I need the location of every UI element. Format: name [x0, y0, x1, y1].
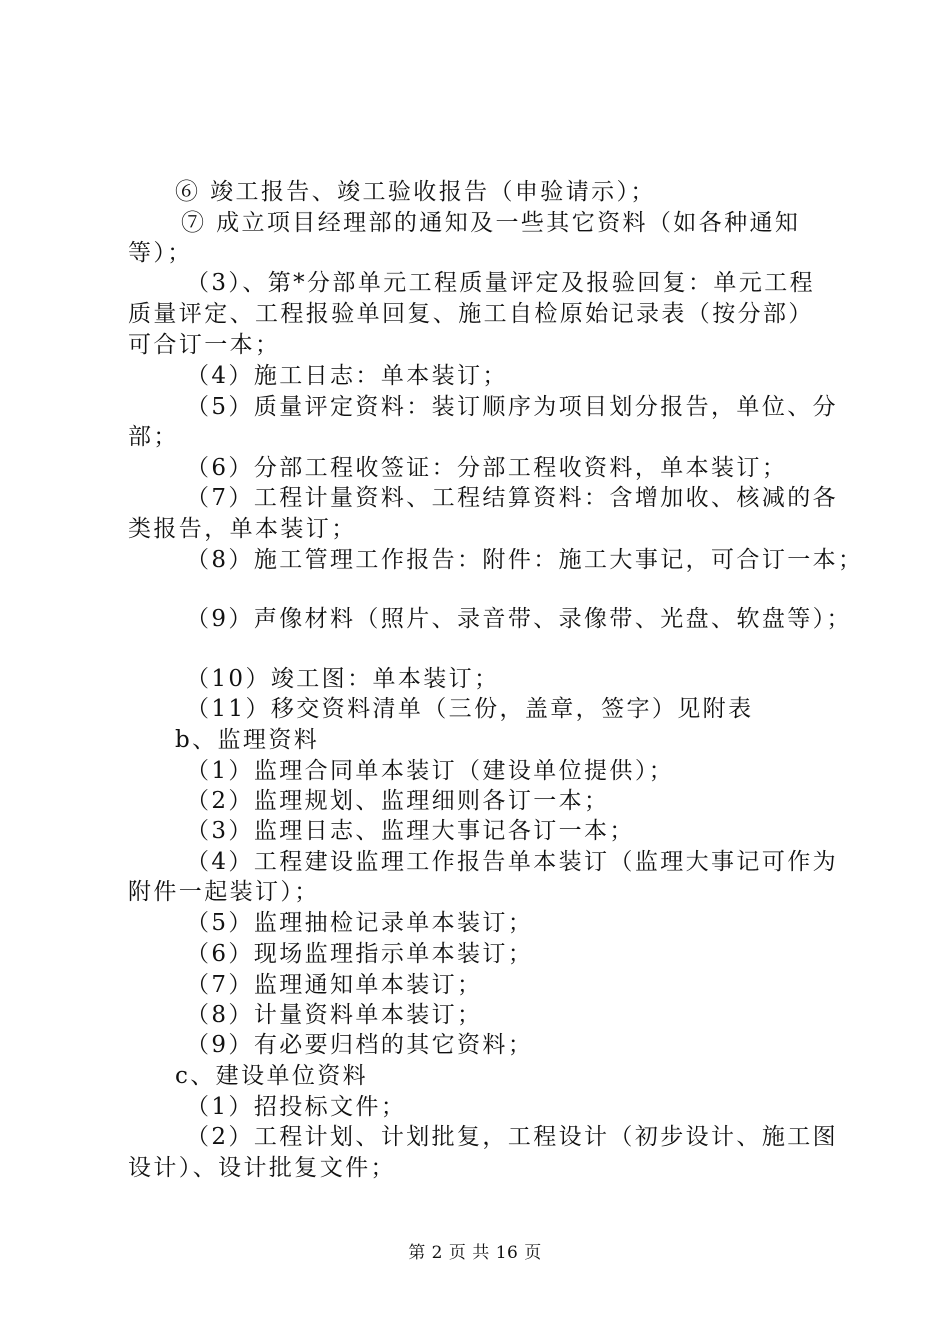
text-line: 附件一起装订）； [128, 879, 320, 905]
text-line: 质量评定、工程报验单回复、施工自检原始记录表（按分部） [128, 301, 814, 327]
text-line: 设计）、设计批复文件； [128, 1155, 396, 1181]
text-line: ⑥ 竣工报告、竣工验收报告（申验请示）； [175, 179, 656, 205]
text-line: （8）计量资料单本装订； [186, 1002, 483, 1028]
text-line: （5）质量评定资料：装订顺序为项目划分报告，单位、分 [186, 394, 839, 420]
text-line: （2）工程计划、计划批复，工程设计（初步设计、施工图 [186, 1124, 839, 1150]
text-line: （8）施工管理工作报告：附件：施工大事记，可合订一本； [186, 547, 864, 573]
text-line: （5）监理抽检记录单本装订； [186, 910, 534, 936]
text-line: （11）移交资料清单（三份，盖章，签字）见附表 [186, 696, 754, 722]
text-line: （4）工程建设监理工作报告单本装订（监理大事记可作为 [186, 849, 839, 875]
section-heading: c、建设单位资料 [175, 1063, 369, 1089]
text-line: （1）监理合同单本装订（建设单位提供）； [186, 758, 675, 784]
text-line: （4）施工日志：单本装订； [186, 363, 508, 389]
text-line: （7）工程计量资料、工程结算资料：含增加收、核减的各 [186, 485, 839, 511]
text-line: （3）、第*分部单元工程质量评定及报验回复：单元工程 [186, 270, 816, 296]
text-line: （9）有必要归档的其它资料； [186, 1032, 534, 1058]
page-number-footer: 第 2 页 共 16 页 [408, 1243, 542, 1263]
text-line: （10）竣工图：单本装订； [186, 666, 500, 692]
text-line: （9）声像材料（照片、录音带、录像带、光盘、软盘等）； [186, 606, 852, 632]
text-line: ⑦ 成立项目经理部的通知及一些其它资料（如各种通知 [181, 210, 801, 236]
text-line: （1）招投标文件； [186, 1094, 407, 1120]
text-line: （7）监理通知单本装订； [186, 972, 483, 998]
text-line: （6）分部工程收签证：分部工程收资料，单本装订； [186, 455, 788, 481]
text-line: 可合订一本； [128, 332, 281, 358]
text-line: （2）监理规划、监理细则各订一本； [186, 788, 610, 814]
text-line: 类报告，单本装订； [128, 516, 357, 542]
text-line: 部； [128, 424, 179, 450]
text-line: （6）现场监理指示单本装订； [186, 941, 534, 967]
text-line: 等）； [128, 240, 193, 266]
section-heading: b、监理资料 [175, 727, 320, 753]
text-line: （3）监理日志、监理大事记各订一本； [186, 818, 635, 844]
